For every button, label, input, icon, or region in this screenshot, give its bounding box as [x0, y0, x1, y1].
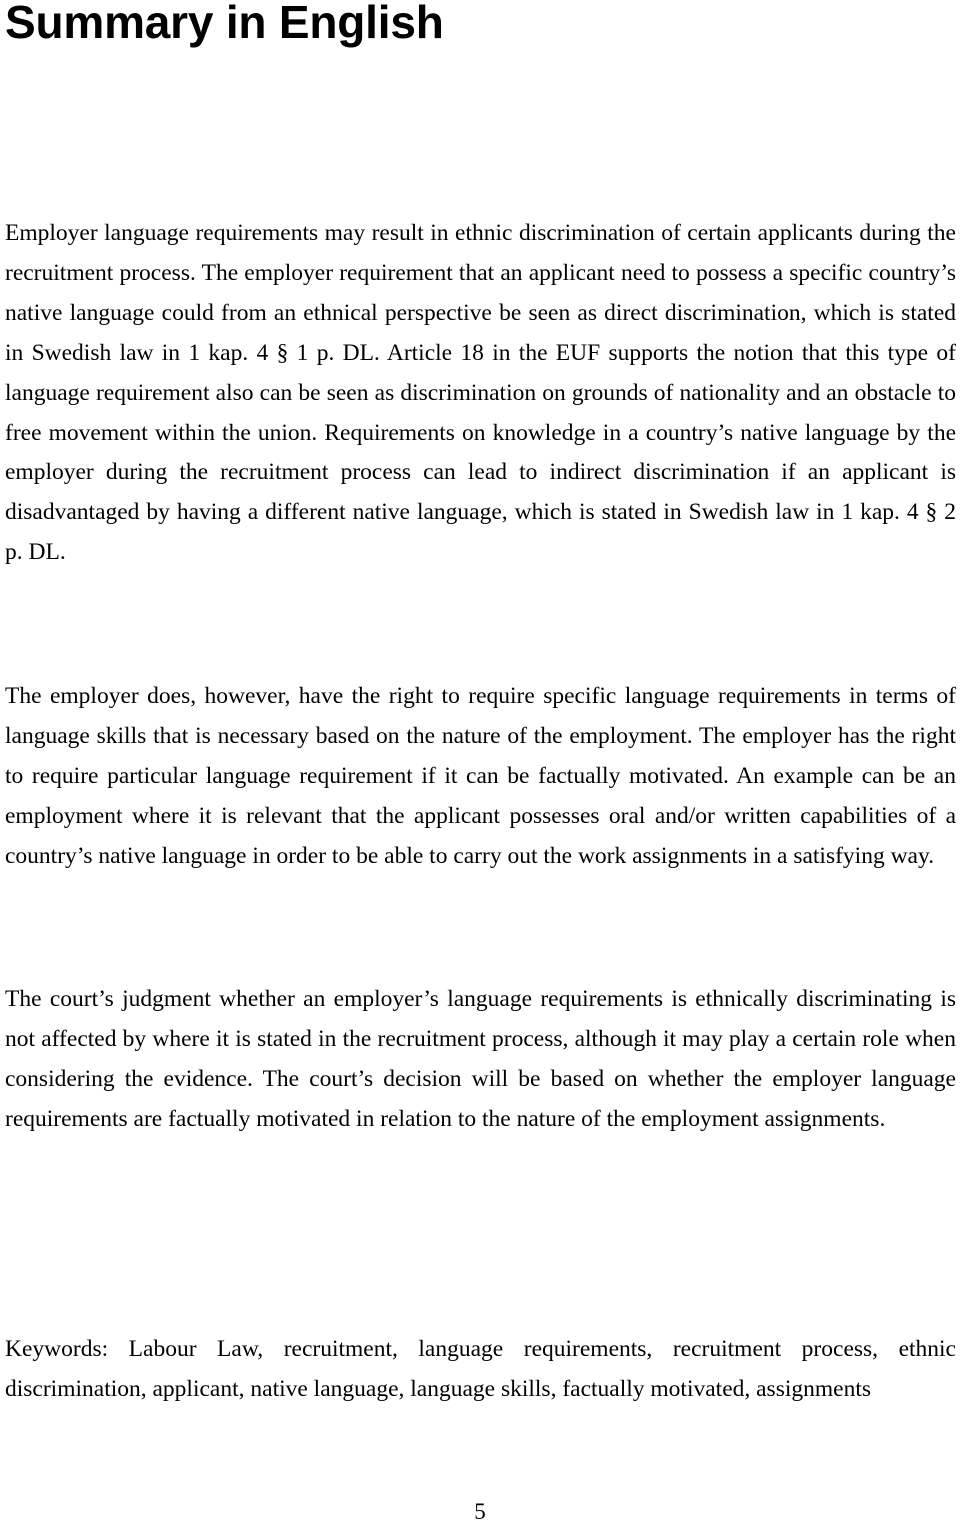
paragraph-3: The court’s judgment whether an employer’s language requirements is ethnically discriminating is not affected by where it is stated in the recruitment process, although it may play a certain role when considering the evidence. The court’s decision will be based on whether the employer language requirements are factually motivated in relation to the nature of the employment assignments. — [5, 986, 956, 1132]
page-number: 5 — [474, 1499, 486, 1524]
page-title: Summary in English — [5, 0, 444, 48]
paragraph-1: Employer language requirements may result in ethnic discrimination of certain applicants during the recruitment process. The employer requirement that an applicant need to possess a specific country’s native language could from an ethnical perspective be seen as direct discrimination, which is stated in Swedish law in 1 kap. 4 § 1 p. DL. Article 18 in the EUF supports the notion that this type of language requirement also can be seen as discrimination on grounds of nationality and an obstacle to free movement within the union. Requirements on knowledge in a country’s native language by the employer during the recruitment process can lead to indirect discrimination if an applicant is disadvantaged by having a different native language, which is stated in Swedish law in 1 kap. 4 § 2 p. DL. — [5, 220, 956, 566]
paragraph-2: The employer does, however, have the right to require specific language requirements in terms of language skills that is necessary based on the nature of the employment. The employer has the right to require particular language requirement if it can be factually motivated. An example can be an employment where it is relevant that the applicant possesses oral and/or written capabilities of a country’s native language in order to be able to carry out the work assignments in a satisfying way. — [5, 683, 956, 869]
keywords-paragraph: Keywords: Labour Law, recruitment, language requirements, recruitment process, ethnic discrimination, applicant, native language, language skills, factually motivated, assignments — [5, 1336, 956, 1402]
